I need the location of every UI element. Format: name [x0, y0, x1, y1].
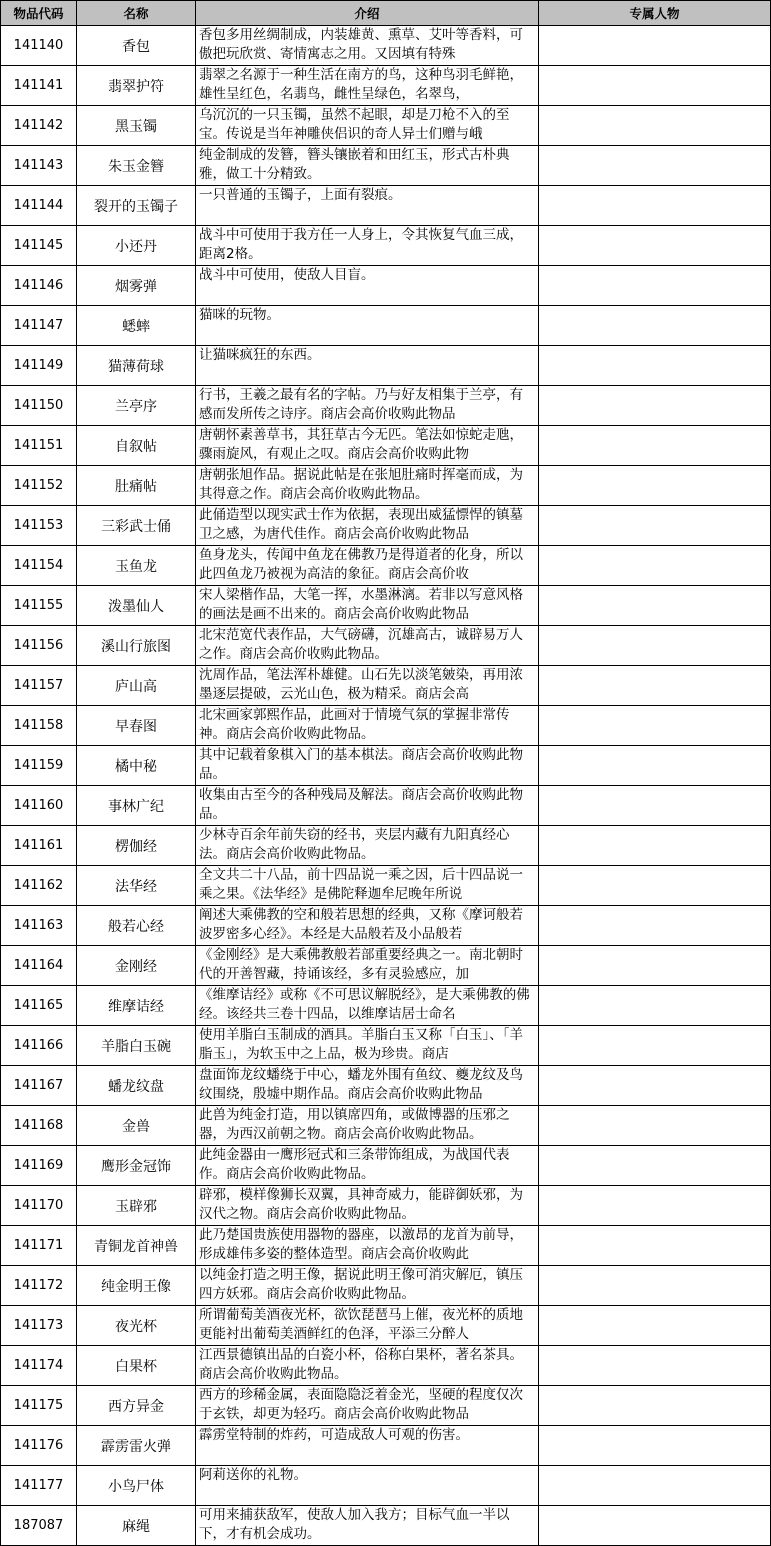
item-code-cell[interactable]: 141172	[1, 1266, 77, 1306]
item-name-cell[interactable]: 西方异金	[77, 1386, 196, 1426]
desc-text: 所谓葡萄美酒夜光杯，欲饮琵琶马上催，夜光杯的质地更能衬出葡萄美酒鲜红的色泽，平添三分醉人	[199, 1307, 523, 1342]
item-person-cell[interactable]	[539, 226, 771, 266]
item-person-cell[interactable]	[539, 1226, 771, 1266]
item-code-cell[interactable]: 141142	[1, 106, 77, 146]
desc-text: 以纯金打造之明王像，据说此明王像可消灾解厄，镇压四方妖邪。商店会高价收购此物品。	[199, 1267, 523, 1302]
item-person-cell[interactable]	[539, 146, 771, 186]
item-name-cell[interactable]: 玉辟邪	[77, 1186, 196, 1226]
desc-text: 鱼身龙头，传闻中鱼龙在佛教乃是得道者的化身，所以此四鱼龙乃被视为高洁的象征。商店会高价收	[199, 547, 523, 582]
item-desc-cell[interactable]	[196, 586, 539, 626]
table-row	[1, 1346, 771, 1386]
item-code-cell[interactable]: 141168	[1, 1106, 77, 1146]
item-desc-cell[interactable]	[196, 26, 539, 66]
item-person-cell[interactable]	[539, 906, 771, 946]
item-person-cell[interactable]	[539, 1426, 771, 1466]
item-code-cell[interactable]: 141161	[1, 826, 77, 866]
table-row	[1, 1386, 771, 1426]
desc-text: 让猫咪疯狂的东西。	[199, 347, 321, 363]
item-person-cell[interactable]	[539, 106, 771, 146]
item-name-cell[interactable]: 香包	[77, 26, 196, 66]
item-code-cell[interactable]: 141140	[1, 26, 77, 66]
desc-text: 香包多用丝绸制成，内装雄黄、熏草、艾叶等香料，可傲把玩欣赏、寄情寓志之用。又因填有特殊	[199, 27, 523, 62]
item-code-cell[interactable]: 141176	[1, 1426, 77, 1466]
table-row	[1, 786, 771, 826]
item-code-cell[interactable]: 187087	[1, 1506, 77, 1546]
item-person-cell[interactable]	[539, 1066, 771, 1106]
item-code-cell[interactable]: 141164	[1, 946, 77, 986]
item-person-cell[interactable]	[539, 1506, 771, 1546]
item-desc-cell[interactable]	[196, 986, 539, 1026]
item-name-cell[interactable]: 鹰形金冠饰	[77, 1146, 196, 1186]
desc-text: 辟邪，模样像狮长双翼，具神奇威力，能辟御妖邪，为汉代之物。商店会高价收购此物品。	[199, 1187, 523, 1222]
desc-text: 唐朝怀素善草书，其狂草古今无匹。笔法如惊蛇走虺，骤雨旋风，有观止之叹。商店会高价收购此物	[199, 427, 523, 462]
desc-text: 《金刚经》是大乘佛教般若部重要经典之一。南北朝时代的开善智藏，持诵该经，多有灵验感应，加	[199, 947, 523, 982]
desc-text: 江西景德镇出品的白瓷小杯，俗称白果杯，著名茶具。商店会高价收购此物品。	[199, 1347, 523, 1382]
item-desc-cell[interactable]	[196, 1146, 539, 1186]
desc-text: 翡翠之名源于一种生活在南方的鸟，这种鸟羽毛鲜艳，雄性呈红色，名翡鸟，雌性呈绿色，名翠鸟，	[199, 67, 523, 102]
item-desc-cell[interactable]	[196, 826, 539, 866]
item-desc-cell[interactable]	[196, 666, 539, 706]
table-row	[1, 826, 771, 866]
desc-text: 此纯金器由一鹰形冠式和三条带饰组成，为战国代表作。商店会高价收购此物品。	[199, 1147, 510, 1182]
item-code-cell[interactable]: 141149	[1, 346, 77, 386]
item-desc-cell[interactable]	[196, 1226, 539, 1266]
header-row	[1, 1, 771, 26]
item-name-cell[interactable]: 泼墨仙人	[77, 586, 196, 626]
item-person-cell[interactable]	[539, 1106, 771, 1146]
item-name-cell[interactable]: 青铜龙首神兽	[77, 1226, 196, 1266]
item-name-cell[interactable]: 溪山行旅图	[77, 626, 196, 666]
desc-text: 盘面饰龙纹蟠绕于中心，蟠龙外围有鱼纹、夔龙纹及鸟纹围绕，殷墟中期作品。商店会高价收购此物品	[199, 1067, 523, 1102]
table-row	[1, 266, 771, 306]
table-row	[1, 1226, 771, 1266]
item-code-cell[interactable]: 141171	[1, 1226, 77, 1266]
desc-text: 西方的珍稀金属，表面隐隐泛着金光，坚硬的程度仅次于玄铁，却更为轻巧。商店会高价收购此物品	[199, 1387, 523, 1422]
desc-text: 乌沉沉的一只玉镯，虽然不起眼，却是刀枪不入的至宝。传说是当年神雕侠侣识的奇人异士们赠与峨	[199, 107, 510, 142]
item-code-cell[interactable]: 141160	[1, 786, 77, 826]
item-name-cell[interactable]: 维摩诘经	[77, 986, 196, 1026]
item-code-cell[interactable]: 141174	[1, 1346, 77, 1386]
item-code-cell[interactable]: 141154	[1, 546, 77, 586]
header-person: 专属人物	[539, 1, 771, 26]
item-desc-cell[interactable]	[196, 706, 539, 746]
item-code-cell[interactable]: 141156	[1, 626, 77, 666]
desc-text: 《维摩诘经》或称《不可思议解脱经》，是大乘佛教的佛经。该经共三卷十四品，以维摩诘居士命名	[199, 987, 530, 1022]
table-row	[1, 586, 771, 626]
item-person-cell[interactable]	[539, 466, 771, 506]
desc-text: 行书，王羲之最有名的字帖。乃与好友相集于兰亭，有感而发所传之诗序。商店会高价收购此物品	[199, 387, 523, 422]
desc-text: 阿莉送你的礼物。	[199, 1467, 307, 1483]
desc-text: 霹雳堂特制的炸药，可造成敌人可观的伤害。	[199, 1427, 469, 1443]
item-name-cell[interactable]: 般若心经	[77, 906, 196, 946]
item-name-cell[interactable]: 兰亭序	[77, 386, 196, 426]
item-name-cell[interactable]: 小鸟尸体	[77, 1466, 196, 1506]
table-row	[1, 1506, 771, 1546]
item-code-cell[interactable]: 141143	[1, 146, 77, 186]
desc-text: 北宋画家郭熙作品，此画对于情境气氛的掌握非常传神。商店会高价收购此物品。	[199, 707, 510, 742]
item-desc-cell[interactable]	[196, 946, 539, 986]
desc-text: 此兽为纯金打造，用以镇席四角，或做博器的压邪之器，为西汉前朝之物。商店会高价收购此物品。	[199, 1107, 510, 1142]
item-desc-cell[interactable]	[196, 1106, 539, 1146]
item-code-cell[interactable]: 141152	[1, 466, 77, 506]
item-person-cell[interactable]	[539, 26, 771, 66]
item-person-cell[interactable]	[539, 546, 771, 586]
item-person-cell[interactable]	[539, 946, 771, 986]
item-code-cell[interactable]: 141144	[1, 186, 77, 226]
item-person-cell[interactable]	[539, 346, 771, 386]
table-row	[1, 706, 771, 746]
item-name-cell[interactable]: 黑玉镯	[77, 106, 196, 146]
table-row	[1, 306, 771, 346]
table-row	[1, 946, 771, 986]
item-name-cell[interactable]: 三彩武士俑	[77, 506, 196, 546]
header-code: 物品代码	[1, 1, 77, 26]
item-desc-cell[interactable]	[196, 626, 539, 666]
item-person-cell[interactable]	[539, 786, 771, 826]
desc-text: 可用来捕获敌军，使敌人加入我方；目标气血一半以下，才有机会成功。	[199, 1507, 510, 1542]
item-desc-cell[interactable]	[196, 466, 539, 506]
item-code-cell[interactable]: 141173	[1, 1306, 77, 1346]
item-desc-cell[interactable]	[196, 786, 539, 826]
table-row	[1, 426, 771, 466]
item-code-cell[interactable]: 141162	[1, 866, 77, 906]
item-desc-cell[interactable]	[196, 1186, 539, 1226]
item-code-cell[interactable]: 141153	[1, 506, 77, 546]
desc-text: 战斗中可使用于我方任一人身上，令其恢复气血三成，距离2格。	[199, 227, 523, 262]
item-name-cell[interactable]: 事林广纪	[77, 786, 196, 826]
desc-text: 此乃楚国贵族使用器物的器座，以激昂的龙首为前导，形成雄伟多姿的整体造型。商店会高价收购此	[199, 1227, 523, 1262]
table-row	[1, 666, 771, 706]
item-desc-cell[interactable]	[196, 1506, 539, 1546]
item-person-cell[interactable]	[539, 386, 771, 426]
item-desc-cell[interactable]	[196, 1346, 539, 1386]
item-name-cell[interactable]: 法华经	[77, 866, 196, 906]
item-name-cell[interactable]: 羊脂白玉碗	[77, 1026, 196, 1066]
table-row	[1, 1026, 771, 1066]
table-row	[1, 106, 771, 146]
item-name-cell[interactable]: 夜光杯	[77, 1306, 196, 1346]
item-code-cell[interactable]: 141146	[1, 266, 77, 306]
item-code-cell[interactable]: 141175	[1, 1386, 77, 1426]
item-person-cell[interactable]	[539, 586, 771, 626]
item-desc-cell[interactable]	[196, 1266, 539, 1306]
item-code-cell[interactable]: 141169	[1, 1146, 77, 1186]
desc-text: 此俑造型以现实武士作为依据，表现出威猛慓悍的镇墓卫之感，为唐代佳作。商店会高价收购此物品	[199, 507, 523, 542]
header-desc: 介绍	[196, 1, 539, 26]
header-name: 名称	[77, 1, 196, 26]
item-name-cell[interactable]: 纯金明王像	[77, 1266, 196, 1306]
item-desc-cell[interactable]	[196, 346, 539, 386]
table-row	[1, 346, 771, 386]
item-person-cell[interactable]	[539, 1466, 771, 1506]
desc-text: 少林寺百余年前失窃的经书，夹层内藏有九阳真经心法。商店会高价收购此物品。	[199, 827, 510, 862]
table-row	[1, 906, 771, 946]
desc-text: 其中记载着象棋入门的基本棋法。商店会高价收购此物品。	[199, 747, 523, 782]
table-row	[1, 626, 771, 666]
desc-text: 唐朝张旭作品。据说此帖是在张旭肚痛时挥毫而成，为其得意之作。商店会高价收购此物品。	[199, 467, 523, 502]
item-code-cell[interactable]: 141145	[1, 226, 77, 266]
item-person-cell[interactable]	[539, 666, 771, 706]
item-person-cell[interactable]	[539, 266, 771, 306]
item-code-cell[interactable]: 141147	[1, 306, 77, 346]
item-desc-cell[interactable]	[196, 1306, 539, 1346]
item-name-cell[interactable]: 蟠龙纹盘	[77, 1066, 196, 1106]
item-name-cell[interactable]: 橘中秘	[77, 746, 196, 786]
table-row	[1, 546, 771, 586]
item-person-cell[interactable]	[539, 306, 771, 346]
item-person-cell[interactable]	[539, 706, 771, 746]
item-name-cell[interactable]: 猫薄荷球	[77, 346, 196, 386]
item-code-cell[interactable]: 141155	[1, 586, 77, 626]
item-code-cell[interactable]: 141150	[1, 386, 77, 426]
item-code-cell[interactable]: 141177	[1, 1466, 77, 1506]
desc-text: 一只普通的玉镯子，上面有裂痕。	[199, 187, 402, 203]
item-desc-cell[interactable]	[196, 1386, 539, 1426]
item-name-cell[interactable]: 蟋蟀	[77, 306, 196, 346]
item-desc-cell[interactable]	[196, 386, 539, 426]
item-person-cell[interactable]	[539, 1146, 771, 1186]
item-code-cell[interactable]: 141163	[1, 906, 77, 946]
item-desc-cell[interactable]	[196, 866, 539, 906]
item-code-cell[interactable]: 141165	[1, 986, 77, 1026]
table-row	[1, 226, 771, 266]
item-code-cell[interactable]: 141151	[1, 426, 77, 466]
item-code-cell[interactable]: 141167	[1, 1066, 77, 1106]
item-desc-cell[interactable]	[196, 1026, 539, 1066]
table-row	[1, 1146, 771, 1186]
item-name-cell[interactable]: 金刚经	[77, 946, 196, 986]
table-row	[1, 506, 771, 546]
desc-text: 宋人梁楷作品，大笔一挥，水墨淋漓。若非以写意风格的画法是画不出来的。商店会高价收购此物品	[199, 587, 523, 622]
table-row	[1, 386, 771, 426]
item-person-cell[interactable]	[539, 1026, 771, 1066]
table-row	[1, 1306, 771, 1346]
item-person-cell[interactable]	[539, 506, 771, 546]
table-row	[1, 1066, 771, 1106]
item-name-cell[interactable]: 翡翠护符	[77, 66, 196, 106]
item-name-cell[interactable]: 小还丹	[77, 226, 196, 266]
table-row	[1, 866, 771, 906]
item-person-cell[interactable]	[539, 986, 771, 1026]
table-row	[1, 986, 771, 1026]
item-code-cell[interactable]: 141157	[1, 666, 77, 706]
table-row	[1, 1426, 771, 1466]
item-code-cell[interactable]: 141141	[1, 66, 77, 106]
desc-text: 猫咪的玩物。	[199, 307, 280, 323]
item-person-cell[interactable]	[539, 1346, 771, 1386]
desc-text: 使用羊脂白玉制成的酒具。羊脂白玉又称「白玉」、「羊脂玉」，为软玉中之上品，极为珍贵。商店	[199, 1027, 523, 1062]
item-name-cell[interactable]: 肚痛帖	[77, 466, 196, 506]
desc-text: 战斗中可使用，使敌人目盲。	[199, 267, 375, 283]
desc-text: 全文共二十八品，前十四品说一乘之因，后十四品说一乘之果。《法华经》是佛陀释迦牟尼晚年所说	[199, 867, 523, 902]
item-person-cell[interactable]	[539, 66, 771, 106]
table-row	[1, 466, 771, 506]
table-row	[1, 1466, 771, 1506]
item-desc-cell[interactable]	[196, 506, 539, 546]
item-desc-cell[interactable]	[196, 106, 539, 146]
desc-text: 北宋范宽代表作品，大气磅礴，沉雄高古，诚辟易万人之作。商店会高价收购此物品。	[199, 627, 523, 662]
item-desc-cell[interactable]	[196, 1066, 539, 1106]
table-row	[1, 1186, 771, 1226]
item-desc-cell[interactable]	[196, 546, 539, 586]
item-person-cell[interactable]	[539, 1266, 771, 1306]
item-desc-cell[interactable]	[196, 306, 539, 346]
item-name-cell[interactable]: 自叙帖	[77, 426, 196, 466]
item-desc-cell[interactable]	[196, 226, 539, 266]
item-desc-cell[interactable]	[196, 146, 539, 186]
item-name-cell[interactable]: 霹雳雷火弹	[77, 1426, 196, 1466]
item-name-cell[interactable]: 金兽	[77, 1106, 196, 1146]
item-desc-cell[interactable]	[196, 1466, 539, 1506]
table-row	[1, 746, 771, 786]
item-person-cell[interactable]	[539, 626, 771, 666]
item-name-cell[interactable]: 白果杯	[77, 1346, 196, 1386]
item-code-cell[interactable]: 141166	[1, 1026, 77, 1066]
item-person-cell[interactable]	[539, 1186, 771, 1226]
item-person-cell[interactable]	[539, 746, 771, 786]
table-row	[1, 146, 771, 186]
item-name-cell[interactable]: 麻绳	[77, 1506, 196, 1546]
table-row	[1, 1106, 771, 1146]
table-row	[1, 186, 771, 226]
desc-text: 收集由古至今的各种残局及解法。商店会高价收购此物品。	[199, 787, 523, 822]
item-desc-cell[interactable]	[196, 186, 539, 226]
item-desc-cell[interactable]	[196, 746, 539, 786]
item-desc-cell[interactable]	[196, 266, 539, 306]
item-code-cell[interactable]: 141170	[1, 1186, 77, 1226]
item-name-cell[interactable]: 楞伽经	[77, 826, 196, 866]
table-row	[1, 26, 771, 66]
item-person-cell[interactable]	[539, 186, 771, 226]
item-desc-cell[interactable]	[196, 66, 539, 106]
item-person-cell[interactable]	[539, 426, 771, 466]
table-row	[1, 66, 771, 106]
item-name-cell[interactable]: 烟雾弹	[77, 266, 196, 306]
table-body	[1, 26, 771, 1546]
item-name-cell[interactable]: 朱玉金簪	[77, 146, 196, 186]
item-person-cell[interactable]	[539, 1306, 771, 1346]
item-name-cell[interactable]: 玉鱼龙	[77, 546, 196, 586]
desc-text: 纯金制成的发簪，簪头镶嵌着和田红玉，形式古朴典雅，做工十分精致。	[199, 147, 510, 182]
item-name-cell[interactable]: 庐山高	[77, 666, 196, 706]
desc-text: 沈周作品，笔法浑朴雄健。山石先以淡笔皴染，再用浓墨逐层提破，云光山色，极为精采。商店会高	[199, 667, 523, 702]
item-desc-cell[interactable]	[196, 426, 539, 466]
item-person-cell[interactable]	[539, 1386, 771, 1426]
table-row	[1, 1266, 771, 1306]
item-code-cell[interactable]: 141159	[1, 746, 77, 786]
desc-text: 阐述大乘佛教的空和般若思想的经典，又称《摩诃般若波罗密多心经》。本经是大品般若及小品般若	[199, 907, 523, 942]
item-name-cell[interactable]: 裂开的玉镯子	[77, 186, 196, 226]
item-person-cell[interactable]	[539, 826, 771, 866]
item-code-cell[interactable]: 141158	[1, 706, 77, 746]
item-name-cell[interactable]: 早春图	[77, 706, 196, 746]
item-desc-cell[interactable]	[196, 1426, 539, 1466]
item-person-cell[interactable]	[539, 866, 771, 906]
item-desc-cell[interactable]	[196, 906, 539, 946]
